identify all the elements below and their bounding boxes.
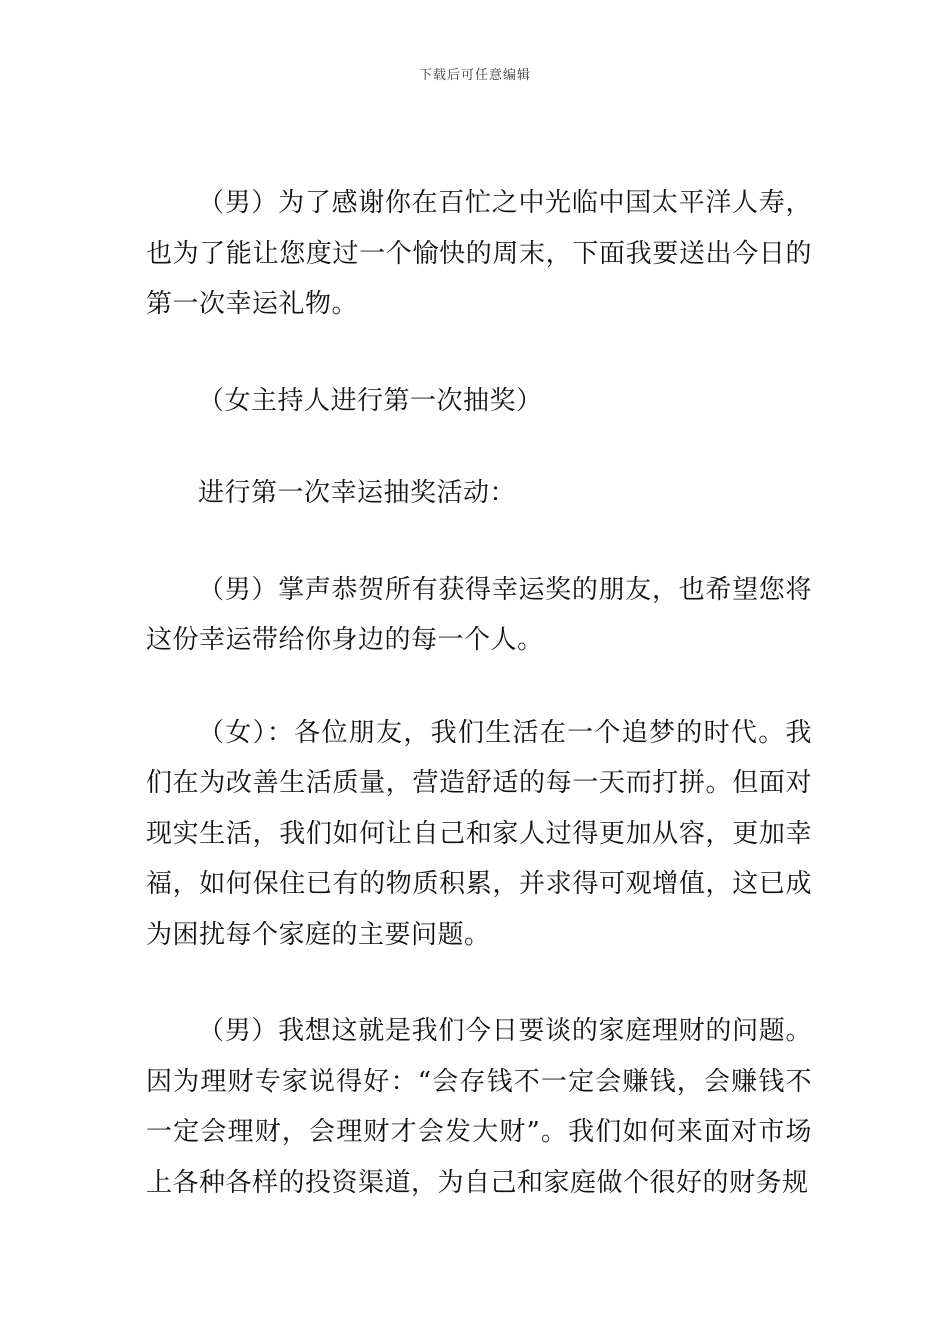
paragraph-spacer (146, 330, 812, 376)
paragraph-spacer (146, 426, 812, 468)
paragraph-congrats: （男）掌声恭贺所有获得幸运奖的朋友，也希望您将这份幸运带给你身边的每一个人。 (146, 574, 812, 655)
paragraph-spacer (146, 666, 812, 708)
document-body (146, 178, 812, 1208)
paragraph-first-draw-note: （女主持人进行第一次抽奖） (198, 385, 543, 416)
page-header: 下载后可任意编辑 (418, 68, 531, 83)
paragraph-thanks: （男）为了感谢你在百忙之中光临中国太平洋人寿，也为了能让您度过一个愉快的周末，下面我要送出今日的第一次幸运礼物。 (146, 188, 812, 319)
paragraph-spacer (146, 519, 812, 565)
paragraph-first-draw: 进行第一次幸运抽奖活动： (198, 478, 517, 508)
paragraph-spacer (146, 960, 812, 1006)
paragraph-family-finance: （男）我想这就是我们今日要谈的家庭理财的问题。因为理财专家说得好：“会存钱不一定会赚钱，会赚钱不一定会理财，会理财才会发大财”。我们如何来面对市场上各种各样的投资渠道，为自己和家庭做个很好的财务规 (146, 1016, 812, 1198)
paragraph-dream-era: （女）：各位朋友，我们生活在一个追梦的时代。我们在为改善生活质量，营造舒适的每一天而打拼。但面对现实生活，我们如何让自己和家人过得更加从容，更加幸福，如何保住已有的物质积累，并求得可观增值，这已成为困扰每个家庭的主要问题。 (146, 717, 812, 950)
